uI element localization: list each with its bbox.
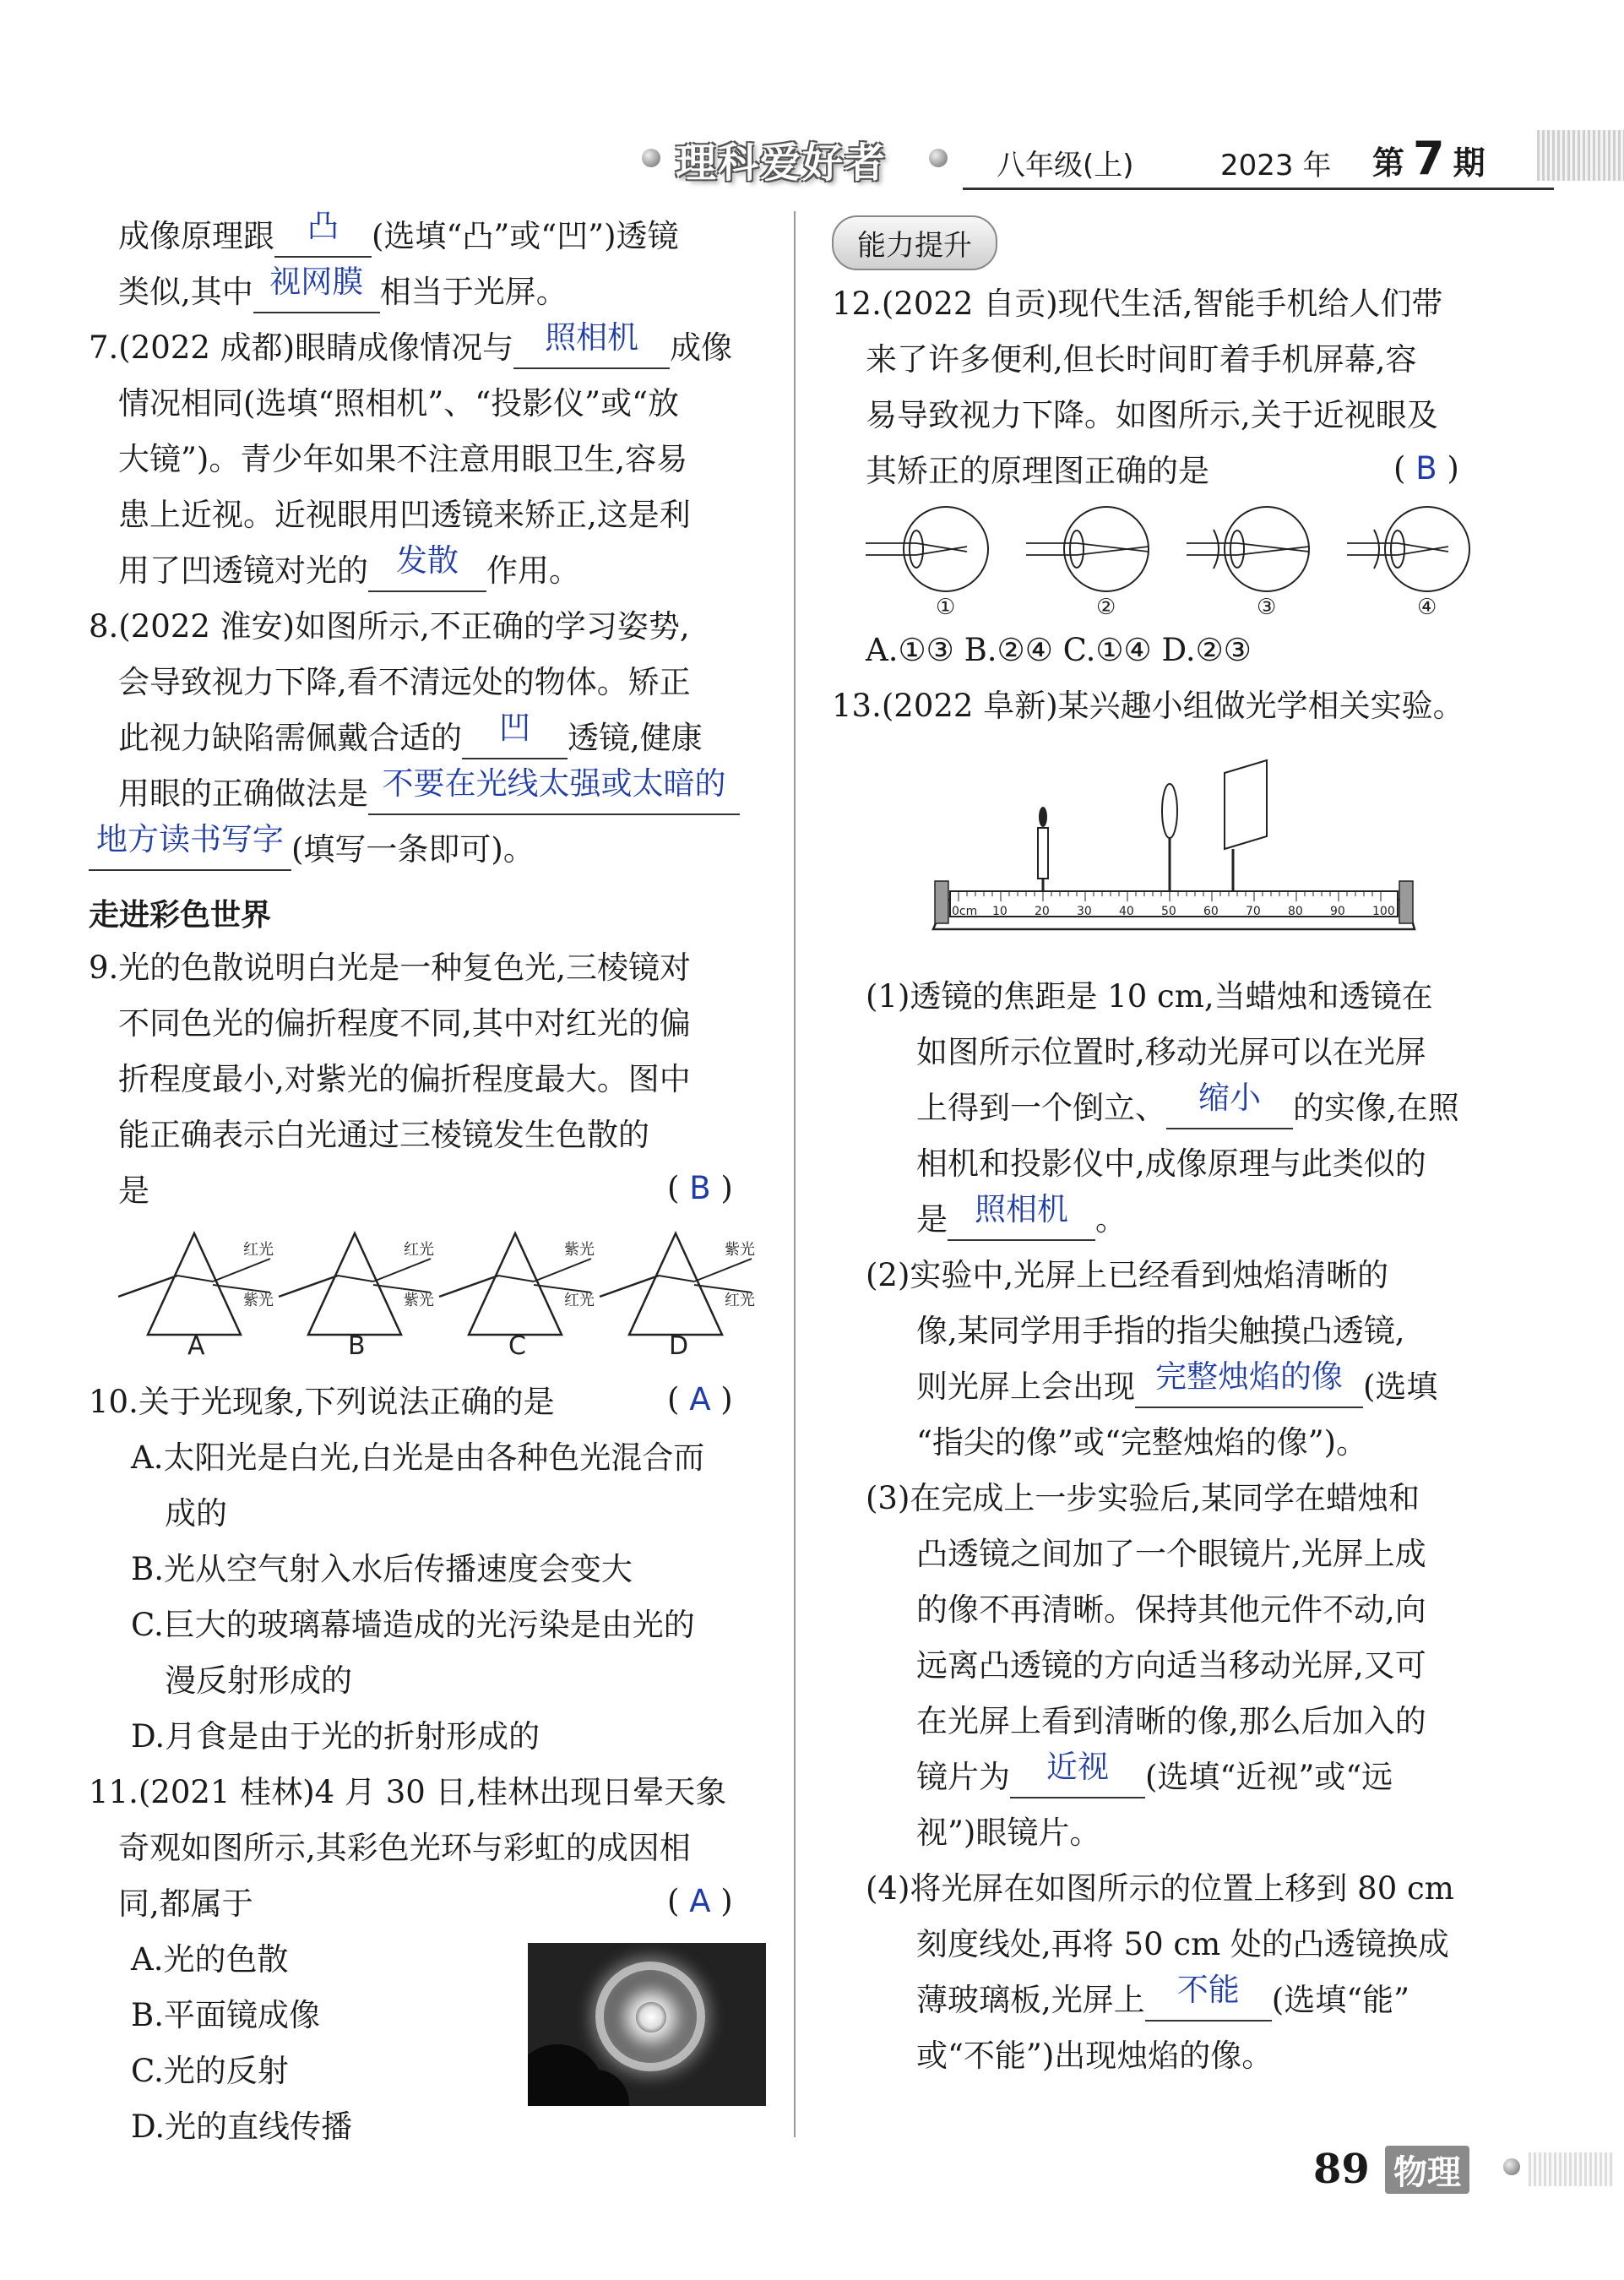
text-line: 折程度最小,对紫光的偏折程度最大。图中 <box>118 1061 691 1097</box>
text-line: 远离凸透镜的方向适当移动光屏,又可 <box>916 1647 1426 1684</box>
ray-label-bottom: 紫光 <box>404 1292 434 1309</box>
option-line: C.巨大的玻璃幕墙造成的光污染是由光的 <box>131 1607 695 1643</box>
text-line: 镜片为 近视 (选填“近视”或“远 <box>916 1756 1393 1798</box>
answer-blank: 完整烛焰的像 <box>1135 1366 1363 1408</box>
page-number: 89 <box>1313 2146 1370 2193</box>
part-1: (1)透镜的焦距是 10 cm,当蜡烛和透镜在 <box>866 978 1433 1015</box>
page-header <box>642 127 1624 194</box>
question-11: 11.(2021 桂林)4 月 30 日,桂林出现日晕天象 <box>89 1774 727 1810</box>
eye-lens <box>1230 531 1244 568</box>
header-dot-icon <box>642 149 660 167</box>
dispersed-ray-top <box>373 1259 431 1281</box>
options-row: A.①③ B.②④ C.①④ D.②③ <box>866 632 1252 668</box>
text-line: 情况相同(选填“照相机”、“投影仪”或“放 <box>118 385 680 422</box>
option-line: B.平面镜成像 <box>131 1997 320 2033</box>
ruler-tick-label: 60 <box>1203 905 1219 918</box>
prism-label: C <box>508 1331 526 1356</box>
text-line: 如图所示位置时,移动光屏可以在光屏 <box>916 1034 1426 1070</box>
answer-blank: 凸 <box>274 215 372 258</box>
text-line: 类似,其中 视网膜 相当于光屏。 <box>118 271 568 313</box>
ruler-end-right <box>1399 881 1413 923</box>
incident-ray <box>600 1276 659 1297</box>
dispersed-ray-top <box>694 1259 752 1281</box>
option-line: 漫反射形成的 <box>165 1662 352 1699</box>
light-screen <box>1225 760 1267 849</box>
text-line: 是 照相机 。 <box>916 1199 1127 1241</box>
answer-blank: 不要在光线太强或太暗的 <box>368 773 740 815</box>
ruler-end-left <box>935 881 948 923</box>
header-rule <box>963 188 1554 190</box>
text-line: 不同色光的偏折程度不同,其中对红光的偏 <box>118 1005 691 1042</box>
answer-blank: 地方读书写字 <box>89 829 291 871</box>
text-line: 用了凹透镜对光的 发散 作用。 <box>118 550 580 592</box>
ruler-tick-label: 100 <box>1372 905 1395 918</box>
prism-label: A <box>187 1331 205 1356</box>
text-line: 视”)眼镜片。 <box>916 1815 1101 1851</box>
dispersed-ray-top <box>534 1259 591 1281</box>
prism-triangle <box>469 1233 562 1335</box>
question-13: 13.(2022 阜新)某兴趣小组做光学相关实验。 <box>832 688 1464 724</box>
refracted-ray <box>498 1276 534 1281</box>
eye-label: ④ <box>1417 595 1437 620</box>
convex-lens <box>1162 784 1177 838</box>
eye-group <box>866 507 1469 620</box>
ray-label-bottom: 紫光 <box>243 1292 274 1309</box>
issue-label <box>1372 132 1485 185</box>
ruler-tick-label: 80 <box>1288 905 1303 918</box>
prism-triangle <box>148 1233 241 1335</box>
text-line: 大镜”)。青少年如果不注意用眼卫生,容易 <box>118 441 688 477</box>
incident-ray <box>439 1276 498 1297</box>
text-line: 是 <box>118 1173 149 1209</box>
eye-label: ② <box>1096 595 1116 620</box>
ray-label-top: 红光 <box>404 1241 434 1259</box>
option-line: D.月食是由于光的折射形成的 <box>131 1718 540 1755</box>
ray-label-top: 红光 <box>243 1241 274 1259</box>
ruler-tick-label: 30 <box>1077 905 1092 918</box>
ray-label-top: 紫光 <box>725 1241 755 1259</box>
text-line: 则光屏上会出现 完整烛焰的像 (选填 <box>916 1366 1437 1408</box>
issue-number: 7 <box>1413 132 1445 185</box>
text-line: 地方读书写字 (填写一条即可)。 <box>89 829 535 871</box>
question-7: 7.(2022 成都)眼睛成像情况与 照相机 成像 <box>89 327 732 369</box>
question-8: 8.(2022 淮安)如图所示,不正确的学习姿势, <box>89 608 690 645</box>
prism-group <box>118 1233 755 1356</box>
prism-figure <box>118 1229 794 1356</box>
text-line: 相机和投影仪中,成像原理与此类似的 <box>916 1145 1426 1182</box>
text-line: 或“不能”)出现烛焰的像。 <box>916 2038 1274 2074</box>
text-line: 此视力缺陷需佩戴合适的 凹 透镜,健康 <box>118 717 703 759</box>
ray-label-bottom: 红光 <box>725 1292 755 1309</box>
ruler-tick-label: 70 <box>1246 905 1261 918</box>
text-line: 像,某同学用手指的指尖触摸凸透镜, <box>916 1313 1405 1349</box>
text-line: 来了许多便利,但长时间盯着手机屏幕,容 <box>866 341 1417 378</box>
subject-label: 物理 <box>1385 2146 1469 2194</box>
ruler-tick-label: 40 <box>1119 905 1134 918</box>
answer-blank: 视网膜 <box>253 271 380 313</box>
answer-blank: 缩小 <box>1166 1087 1293 1129</box>
ruler-tick-label: 50 <box>1161 905 1176 918</box>
issue-prefix: 第 <box>1372 144 1405 182</box>
refracted-ray <box>659 1276 694 1281</box>
incident-ray <box>279 1276 338 1297</box>
answer-choice: ( B ) <box>667 1170 733 1206</box>
text-line: 能正确表示白光通过三棱镜发生色散的 <box>118 1117 649 1153</box>
grade-label: 八年级(上) <box>997 149 1134 182</box>
option-line: C.光的反射 <box>131 2053 289 2089</box>
bench-group <box>933 760 1415 929</box>
text-line: “指尖的像”或“完整烛焰的像”)。 <box>916 1424 1368 1461</box>
option-line: 成的 <box>165 1495 227 1532</box>
answer-blank: 照相机 <box>948 1199 1095 1241</box>
candle <box>1038 828 1048 879</box>
question-12: 12.(2022 自贡)现代生活,智能手机给人们带 <box>832 286 1443 322</box>
section-badge: 能力提升 <box>832 215 997 270</box>
part-3: (3)在完成上一步实验后,某同学在蜡烛和 <box>866 1480 1420 1516</box>
ruler-tick-label: 0cm <box>952 905 978 918</box>
eyeball <box>1385 507 1469 591</box>
prism-label: D <box>669 1331 689 1356</box>
answer-blank: 近视 <box>1010 1756 1145 1798</box>
answer-choice: ( A ) <box>667 1883 733 1919</box>
answer-blank: 照相机 <box>513 327 670 369</box>
part-2: (2)实验中,光屏上已经看到烛焰清晰的 <box>866 1257 1389 1293</box>
option-line: A.光的色散 <box>131 1941 289 1978</box>
footer-dot-icon <box>1503 2158 1520 2175</box>
section-title: 走进彩色世界 <box>89 898 272 933</box>
answer-blank: 发散 <box>368 550 486 592</box>
answer-choice: ( A ) <box>667 1381 733 1418</box>
eyeball <box>904 507 988 591</box>
corrective-lens <box>1374 530 1379 569</box>
footer-stripes <box>1529 2152 1613 2186</box>
answer-blank: 凹 <box>462 717 568 759</box>
dispersed-ray-top <box>213 1259 270 1281</box>
header-dot-icon <box>929 149 948 167</box>
text-line: 成像原理跟 凸 (选填“凸”或“凹”)透镜 <box>118 215 679 258</box>
ruler-tick-label: 90 <box>1330 905 1345 918</box>
text-line: 会导致视力下降,看不清远处的物体。矫正 <box>118 664 691 700</box>
corrective-lens <box>1214 530 1219 569</box>
prism-triangle <box>629 1233 722 1335</box>
eye-lens <box>1391 531 1404 568</box>
sun-halo-photo <box>528 1943 766 2106</box>
text-line: 在光屏上看到清晰的像,那么后加入的 <box>916 1703 1426 1739</box>
ray-label-bottom: 红光 <box>564 1292 595 1309</box>
text-line: 同,都属于 <box>118 1885 253 1922</box>
text-line: 凸透镜之间加了一个眼镜片,光屏上成 <box>916 1536 1426 1572</box>
text-line: 上得到一个倒立、 缩小 的实像,在照 <box>916 1087 1459 1129</box>
incident-ray <box>118 1276 177 1297</box>
option-line: A.太阳光是白光,白光是由各种色光混合而 <box>131 1439 705 1476</box>
question-9: 9.光的色散说明白光是一种复色光,三棱镜对 <box>89 950 692 986</box>
candle-flame <box>1039 807 1047 827</box>
eye-lens <box>910 531 923 568</box>
prism-label: B <box>348 1331 366 1356</box>
eye-label: ③ <box>1257 595 1277 620</box>
text-line: 的像不再清晰。保持其他元件不动,向 <box>916 1592 1426 1628</box>
eyeball <box>1225 507 1309 591</box>
eye-diagram-figure <box>866 503 1516 621</box>
text-line: 患上近视。近视眼用凹透镜来矫正,这是利 <box>118 497 691 533</box>
ruler-tick-label: 20 <box>1035 905 1050 918</box>
answer-choice: ( B ) <box>1393 450 1459 487</box>
brand-title: 理科爱好者 <box>676 139 888 187</box>
sun-icon <box>636 2002 666 2032</box>
text-line: 奇观如图所示,其彩色光环与彩虹的成因相 <box>118 1830 691 1866</box>
option-line: D.光的直线传播 <box>131 2109 353 2145</box>
year-label: 2023 年 <box>1220 149 1332 182</box>
prism-triangle <box>308 1233 401 1335</box>
refracted-ray <box>338 1276 373 1281</box>
text-line: 用眼的正确做法是 不要在光线太强或太暗的 <box>118 773 740 815</box>
issue-suffix: 期 <box>1453 144 1485 182</box>
eye-label: ① <box>936 595 956 620</box>
question-10: 10.关于光现象,下列说法正确的是 <box>89 1384 555 1420</box>
text-line: 刻度线处,再将 50 cm 处的凸透镜换成 <box>916 1926 1449 1962</box>
eyeball <box>1064 507 1149 591</box>
refracted-ray <box>177 1276 213 1281</box>
ruler-tick-label: 10 <box>992 905 1008 918</box>
answer-blank: 不能 <box>1145 1979 1272 2022</box>
optical-bench-figure <box>916 756 1423 959</box>
text-line: 薄玻璃板,光屏上 不能 (选填“能” <box>916 1979 1409 2022</box>
text-line: 其矫正的原理图正确的是 <box>866 453 1209 489</box>
option-line: B.光从空气射入水后传播速度会变大 <box>131 1551 633 1587</box>
text-line: 易导致视力下降。如图所示,关于近视眼及 <box>866 397 1438 433</box>
part-4: (4)将光屏在如图所示的位置上移到 80 cm <box>866 1870 1454 1907</box>
ray-label-top: 紫光 <box>564 1241 595 1259</box>
header-stripes <box>1537 130 1624 181</box>
eye-lens <box>1070 531 1084 568</box>
column-divider <box>794 211 796 2137</box>
